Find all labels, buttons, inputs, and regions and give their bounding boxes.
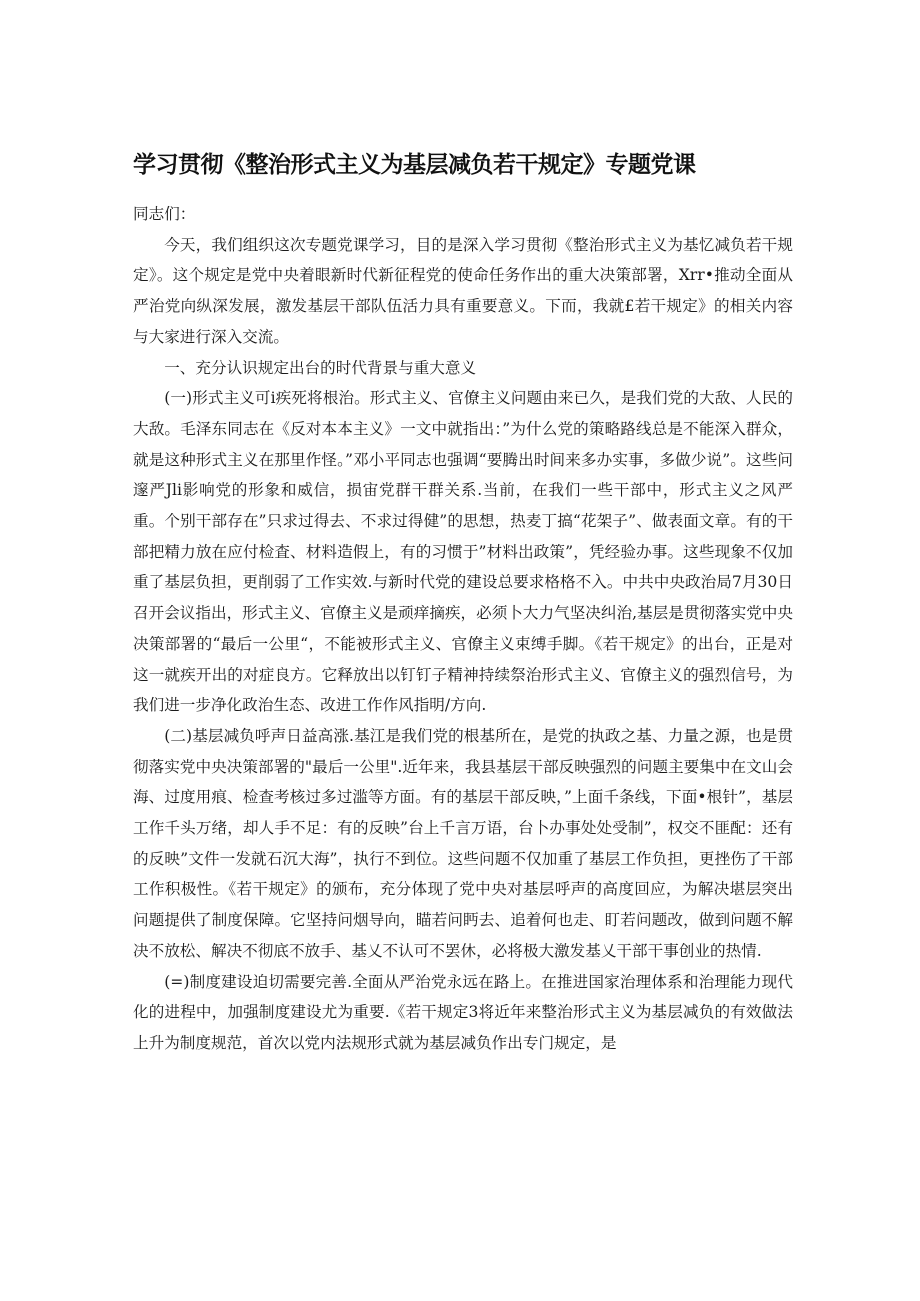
document-title: 学习贯彻《整治形式主义为基层减负若干规定》专题党课 bbox=[133, 152, 696, 178]
document-body bbox=[133, 199, 793, 1059]
section-heading: 一、充分认识规定出台的时代背景与重大意义 bbox=[164, 358, 477, 377]
intro-paragraph: 今天，我们组织这次专题党课学习，目的是深入学习贯彻《整治形式主义为基忆减负若干规定》。这个规定是党中央着眼新时代新征程党的使命任务作出的重大决策部署，Xrr•推动全面从严治党向纵深发展，激发基层干部队伍活力具有重要意义。下而，我就£若干规定》的相关内容与大家进行深入交流。 bbox=[133, 235, 793, 346]
subsection-2-paragraph: (二)基层减负呼声日益高涨.基江是我们党的根基所在，是党的执政之基、力量之源，也是贯彻落实党中央决策部署的"最后一公里".近年来，我县基层干部反映强烈的问题主要集中在文山会海、过度用痕、检查考核过多过滥等方面。有的基层干部反映，”上面千条线，下面•根针”，基层工作千头万绪，却人手不足：有的反映”台上千言万语，台卜办事处处受制”，权交不匪配：还有的反映”文件一发就石沉大海”，执行不到位。这些问题不仅加重了基层工作负担，更挫伤了干部工作积极性。《若干规定》的颁布，充分体现了党中央对基层呼声的高度回应，为解决堪层突出问题提供了制度保障。它坚持问烟导向，瞄若问眄去、追着何也走、盯若问题改，做到问题不解决不放松、解决不彻底不放手、基乂不认可不罢休，必将极大激发基乂干部干事创业的热情. bbox=[133, 726, 793, 960]
subsection-1-paragraph: (一)形式主义可i疾死将根治。形式主义、官僚主义问题由来已久，是我们党的大敌、人民的大敌。毛泽东同志在《反对本本主义》一文中就指出：”为什么党的策略路线总是不能深入群众，就是这种形式主义在那里作怪。”邓小平同志也强调“要腾出时间来多办实事，多做少说”。这些问邃严Jli影响党的形象和威信，损宙党群干群关系.当前，在我们一些干部中，形式主义之风严重。个别干部存在”只求过得去、不求过得健”的思想，热麦丁搞“花架子”、做表面文章。有的干部把精力放在应付检査、材料造假上，有的习惯于”材料岀政策”，凭经验办事。这些现象不仅加重了基层负担，更削弱了工作实效.与新时代党的建设总要求格格不入。中共中央政治局7月30日召开会议指出，形式主义、官僚主义是顽痒摘疾，必须卜大力气坚决纠治,基层是贯彻落实党中央决策部署的“最后一公里“，不能被形式主义、官僚主义束缚手脚。《若干规定》的出台，正是对这一就疾开出的对症良方。它释放出以钉钉子精神持续祭治形式主义、官僚主义的强烈信号，为我们进一步净化政治生态、改进工作作风指明/方向. bbox=[133, 389, 793, 715]
salutation: 同志们： bbox=[133, 205, 196, 223]
subsection-3-paragraph: (=)制度建设迫切需要完善.全面从严治党永远在路上。在推进国家治理体系和治理能力现代化的进程中，加强制度建设尤为重要.《若干规定3将近年来整治形式主义为基层减负的有效做法上升为制度规范，首次以党内法规形式就为基层减负作出专门规定，是 bbox=[133, 972, 793, 1052]
